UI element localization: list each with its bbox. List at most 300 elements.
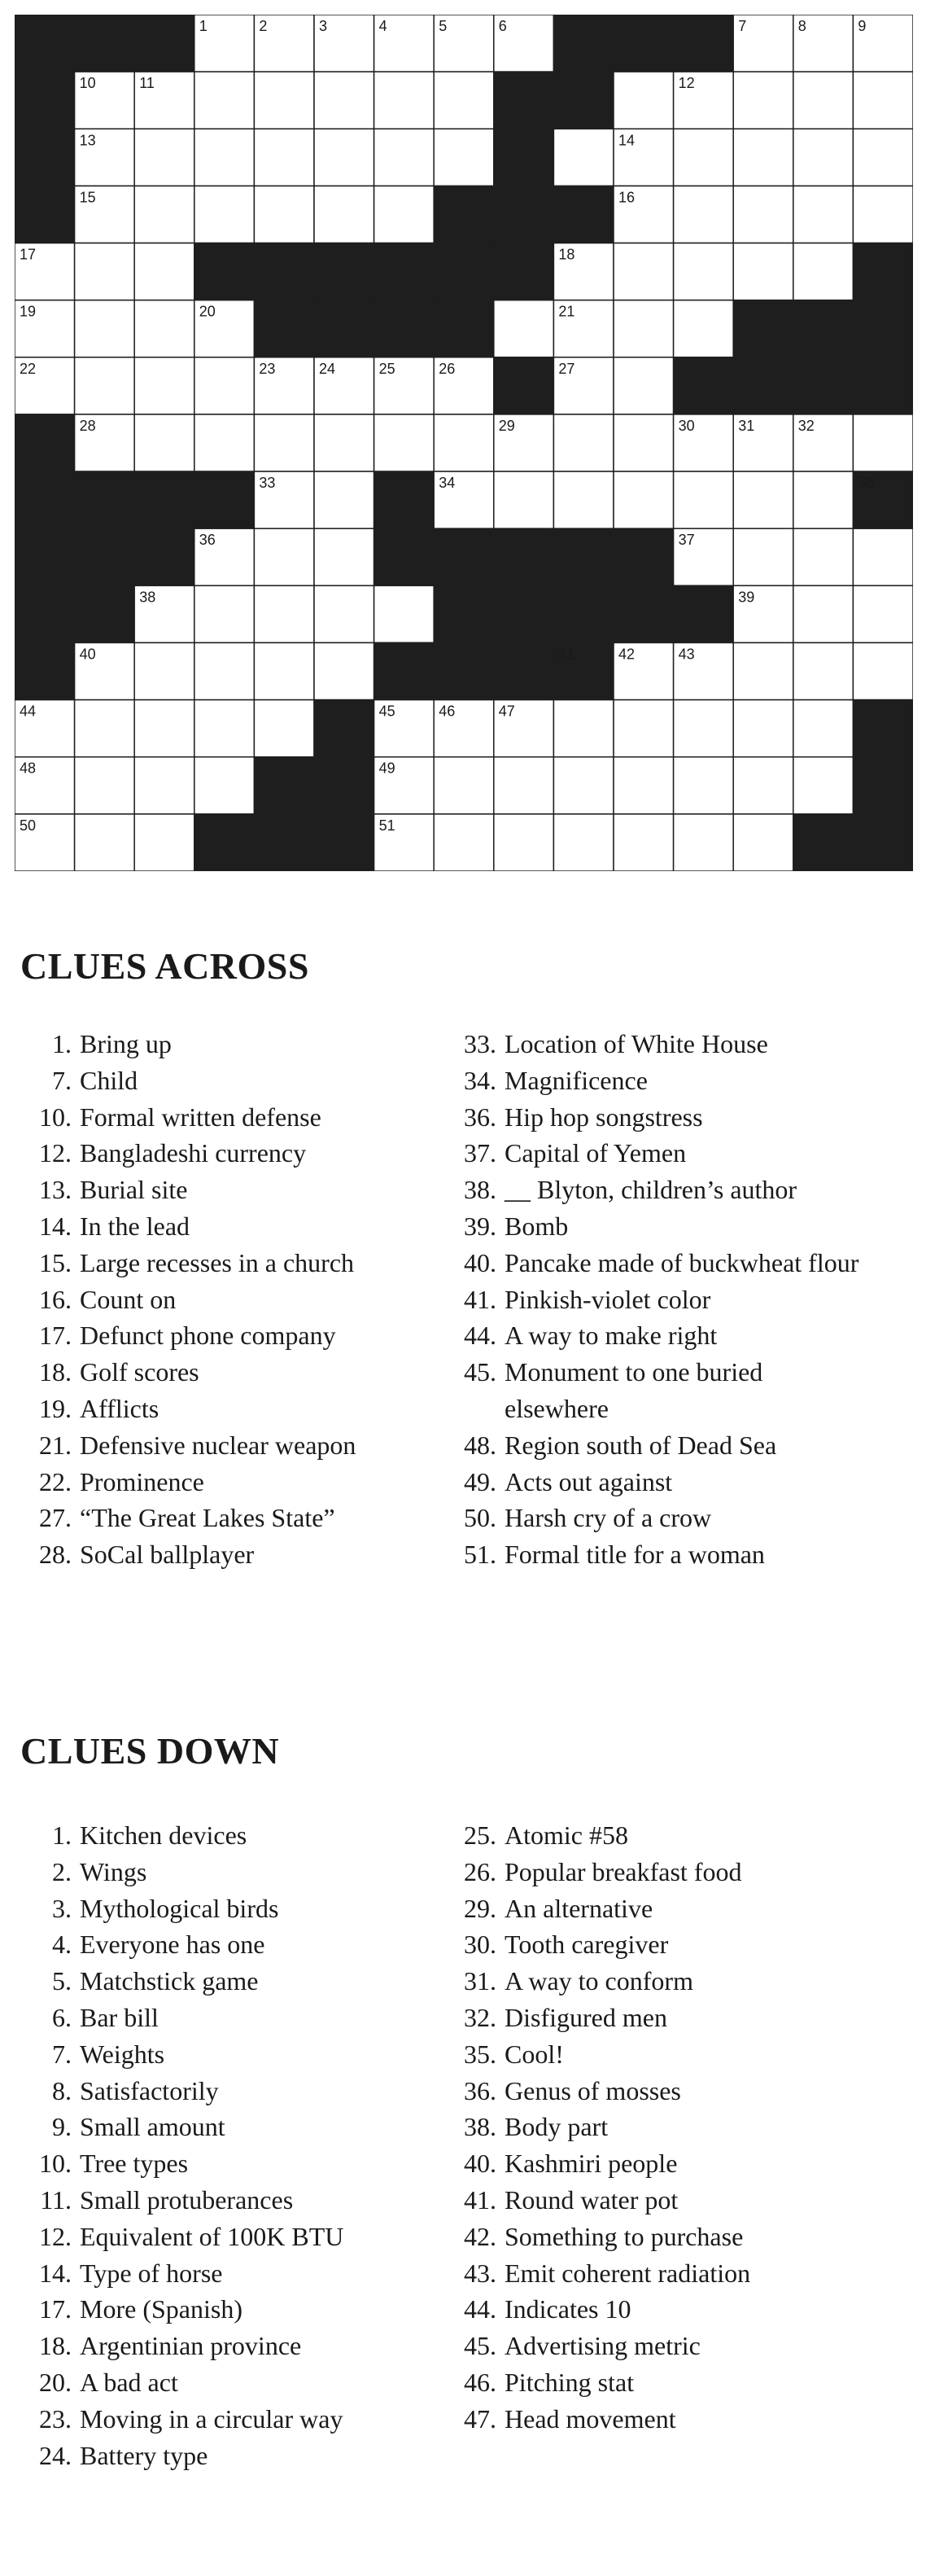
block-cell: [793, 814, 854, 871]
answer-cell[interactable]: [434, 72, 494, 129]
answer-cell[interactable]: [314, 642, 374, 699]
clue-number: 18.: [39, 2331, 72, 2361]
answer-cell[interactable]: [793, 528, 854, 585]
block-cell: [674, 357, 734, 414]
block-cell: [793, 300, 854, 357]
clue-item: [33, 1536, 456, 1573]
answer-cell[interactable]: [194, 585, 255, 642]
block-cell: [194, 814, 255, 871]
answer-cell[interactable]: [194, 414, 255, 471]
down-clue-list-left: [33, 1817, 456, 2473]
clue-text: Wings: [80, 1856, 147, 1886]
answer-cell[interactable]: [553, 757, 614, 814]
cell-number: 17: [20, 246, 37, 263]
clue-item: [457, 1354, 946, 1427]
answer-cell[interactable]: [434, 414, 494, 471]
clue-number: 4.: [52, 1930, 72, 1960]
block-cell: [853, 700, 913, 757]
answer-cell[interactable]: [134, 243, 194, 300]
answer-cell[interactable]: [614, 814, 674, 871]
answer-cell[interactable]: [134, 129, 194, 186]
block-cell: [494, 129, 554, 186]
cell-number: 9: [858, 18, 867, 34]
block-cell: [674, 15, 734, 72]
answer-cell[interactable]: [853, 642, 913, 699]
clue-text: “The Great Lakes State”: [80, 1503, 335, 1533]
cell-number: 3: [319, 18, 328, 34]
answer-cell[interactable]: [674, 129, 734, 186]
clue-item: [457, 1099, 946, 1136]
clue-text: Prominence: [80, 1466, 204, 1496]
block-cell: [194, 471, 255, 528]
answer-cell[interactable]: [853, 528, 913, 585]
clue-item: [457, 1427, 946, 1464]
clue-item: [457, 1026, 946, 1062]
clue-text: Satisfactorily: [80, 2075, 219, 2105]
block-cell: [374, 642, 435, 699]
answer-cell[interactable]: [254, 528, 314, 585]
clue-number: 29.: [464, 1893, 496, 1923]
block-cell: [75, 585, 135, 642]
clue-number: 45.: [464, 2331, 496, 2361]
clue-text: Hip hop songstress: [505, 1102, 703, 1132]
block-cell: [853, 243, 913, 300]
answer-cell[interactable]: [614, 757, 674, 814]
clue-text: Body part: [505, 2112, 609, 2142]
cell-number: 30: [678, 417, 695, 434]
clue-text: Small amount: [80, 2112, 225, 2142]
answer-cell[interactable]: [733, 642, 793, 699]
block-cell: [314, 243, 374, 300]
clue-item: [457, 2036, 946, 2073]
answer-cell[interactable]: [134, 300, 194, 357]
clue-item: [33, 1817, 456, 1854]
answer-cell[interactable]: [194, 757, 255, 814]
cell-number: 10: [79, 75, 96, 92]
answer-cell[interactable]: [674, 300, 734, 357]
block-cell: [674, 585, 734, 642]
answer-cell[interactable]: [75, 300, 135, 357]
answer-cell[interactable]: [374, 72, 435, 129]
block-cell: [553, 15, 614, 72]
clue-text: Tooth caregiver: [505, 1930, 669, 1960]
answer-cell[interactable]: [614, 300, 674, 357]
block-cell: [853, 300, 913, 357]
answer-cell[interactable]: [553, 471, 614, 528]
cell-number: 35: [858, 475, 875, 492]
answer-cell[interactable]: [374, 414, 435, 471]
answer-cell[interactable]: [793, 129, 854, 186]
clue-item: [33, 2036, 456, 2073]
answer-cell[interactable]: [374, 129, 435, 186]
clue-item: [457, 1317, 946, 1354]
answer-cell[interactable]: [254, 642, 314, 699]
answer-cell[interactable]: [793, 757, 854, 814]
cell-number: 49: [378, 760, 395, 777]
clue-text: Kashmiri people: [505, 2149, 678, 2179]
answer-cell[interactable]: [314, 471, 374, 528]
block-cell: [254, 243, 314, 300]
cell-number: 37: [678, 532, 695, 549]
answer-cell[interactable]: [733, 72, 793, 129]
clue-text: Genus of mosses: [505, 2075, 681, 2105]
clue-text: SoCal ballplayer: [80, 1540, 255, 1570]
cell-number: 14: [618, 132, 636, 149]
block-cell: [254, 814, 314, 871]
answer-cell[interactable]: [614, 471, 674, 528]
clue-item: [457, 1208, 946, 1245]
clue-text: Pitching stat: [505, 2367, 635, 2397]
clue-text: Matchstick game: [80, 1966, 259, 1996]
clue-number: 40.: [464, 1247, 496, 1277]
clue-item: [457, 1817, 946, 1854]
clue-number: 2.: [52, 1856, 72, 1886]
answer-cell[interactable]: [853, 414, 913, 471]
clue-number: 39.: [464, 1211, 496, 1241]
answer-cell[interactable]: [314, 585, 374, 642]
answer-cell[interactable]: [674, 186, 734, 243]
answer-cell[interactable]: [733, 814, 793, 871]
answer-cell[interactable]: [674, 814, 734, 871]
block-cell: [853, 357, 913, 414]
cell-number: 28: [79, 417, 96, 434]
block-cell: [434, 186, 494, 243]
clue-item: [457, 1963, 946, 2000]
crossword-grid: [15, 15, 913, 871]
clue-text: Bomb: [505, 1211, 569, 1241]
clue-item: [33, 2255, 456, 2292]
clue-text: Defunct phone company: [80, 1321, 336, 1351]
clue-text: Formal written defense: [80, 1102, 321, 1132]
clue-item: [33, 1354, 456, 1391]
answer-cell[interactable]: [494, 471, 554, 528]
block-cell: [15, 414, 75, 471]
block-cell: [134, 471, 194, 528]
answer-cell[interactable]: [75, 700, 135, 757]
answer-cell[interactable]: [494, 300, 554, 357]
clue-item: [457, 2000, 946, 2036]
cell-number: 36: [199, 532, 216, 549]
clue-text: Child: [80, 1065, 138, 1095]
answer-cell[interactable]: [75, 757, 135, 814]
answer-cell[interactable]: [733, 757, 793, 814]
answer-cell[interactable]: [674, 700, 734, 757]
clue-item: [457, 2073, 946, 2109]
block-cell: [194, 243, 255, 300]
clue-number: 30.: [464, 1930, 496, 1960]
block-cell: [15, 528, 75, 585]
block-cell: [374, 300, 435, 357]
cell-number: 47: [498, 703, 515, 720]
answer-cell[interactable]: [553, 814, 614, 871]
answer-cell[interactable]: [553, 414, 614, 471]
block-cell: [314, 700, 374, 757]
clue-item: [457, 2219, 946, 2255]
answer-cell[interactable]: [374, 186, 435, 243]
answer-cell[interactable]: [134, 357, 194, 414]
clue-item: [33, 1926, 456, 1963]
cell-number: 4: [378, 18, 387, 34]
answer-cell[interactable]: [75, 814, 135, 871]
answer-cell[interactable]: [254, 585, 314, 642]
cell-number: 38: [139, 589, 156, 606]
clue-number: 50.: [464, 1503, 496, 1533]
clue-text: Bar bill: [80, 2002, 159, 2032]
cell-number: 21: [558, 303, 575, 320]
clue-item: [33, 2438, 456, 2474]
answer-cell[interactable]: [194, 357, 255, 414]
clue-text: Capital of Yemen: [505, 1138, 687, 1168]
cell-number: 27: [558, 360, 575, 377]
answer-cell[interactable]: [254, 186, 314, 243]
clue-item: [33, 2109, 456, 2145]
cell-number: 42: [618, 646, 636, 663]
cell-number: 34: [439, 475, 456, 492]
answer-cell[interactable]: [793, 700, 854, 757]
block-cell: [314, 814, 374, 871]
answer-cell[interactable]: [134, 757, 194, 814]
across-clue-list-right: [457, 1026, 946, 1573]
clue-item: [457, 1890, 946, 1927]
clue-text: Region south of Dead Sea: [505, 1430, 777, 1460]
answer-cell[interactable]: [194, 642, 255, 699]
clue-text: A way to conform: [505, 1966, 693, 1996]
answer-cell[interactable]: [733, 471, 793, 528]
clue-number: 43.: [464, 2258, 496, 2288]
clue-number: 47.: [464, 2403, 496, 2434]
answer-cell[interactable]: [793, 471, 854, 528]
block-cell: [614, 528, 674, 585]
clue-item: [33, 2219, 456, 2255]
cell-number: 1: [199, 18, 208, 34]
clue-text: Golf scores: [80, 1357, 199, 1387]
cell-number: 2: [259, 18, 268, 34]
clue-number: 36.: [464, 2075, 496, 2105]
clue-number: 31.: [464, 1966, 496, 1996]
block-cell: [15, 585, 75, 642]
clue-number: 35.: [464, 2039, 496, 2069]
block-cell: [494, 186, 554, 243]
block-cell: [494, 642, 554, 699]
answer-cell[interactable]: [194, 72, 255, 129]
clue-item: [33, 2401, 456, 2438]
block-cell: [15, 129, 75, 186]
cell-number: 45: [378, 703, 395, 720]
clue-number: 51.: [464, 1540, 496, 1570]
clue-text: Equivalent of 100K BTU: [80, 2221, 344, 2251]
clue-text: Bangladeshi currency: [80, 1138, 307, 1168]
cell-number: 20: [199, 303, 216, 320]
answer-cell[interactable]: [194, 700, 255, 757]
block-cell: [134, 15, 194, 72]
answer-cell[interactable]: [733, 186, 793, 243]
clue-text: Harsh cry of a crow: [505, 1503, 712, 1533]
clue-text: Pancake made of buckwheat flour: [505, 1247, 859, 1277]
cell-number: 5: [439, 18, 448, 34]
cell-number: 8: [797, 18, 806, 34]
block-cell: [15, 15, 75, 72]
clue-item: [33, 1963, 456, 2000]
answer-cell[interactable]: [134, 414, 194, 471]
answer-cell[interactable]: [553, 700, 614, 757]
block-cell: [853, 814, 913, 871]
clue-text: Location of White House: [505, 1029, 768, 1058]
answer-cell[interactable]: [733, 528, 793, 585]
answer-cell[interactable]: [793, 243, 854, 300]
answer-cell[interactable]: [614, 700, 674, 757]
answer-cell[interactable]: [314, 414, 374, 471]
answer-cell[interactable]: [434, 757, 494, 814]
answer-cell[interactable]: [194, 129, 255, 186]
clue-item: [33, 1464, 456, 1500]
clue-item: [457, 2145, 946, 2182]
block-cell: [434, 585, 494, 642]
answer-cell[interactable]: [733, 700, 793, 757]
clue-number: 19.: [39, 1393, 72, 1423]
clue-number: 5.: [52, 1966, 72, 1996]
across-clue-list-left: [33, 1026, 456, 1573]
clue-item: [457, 1500, 946, 1536]
answer-cell[interactable]: [793, 585, 854, 642]
answer-cell[interactable]: [134, 642, 194, 699]
clue-item: [33, 1172, 456, 1208]
cell-number: 41: [558, 646, 575, 663]
clue-item: [457, 1854, 946, 1890]
answer-cell[interactable]: [434, 129, 494, 186]
clue-number: 6.: [52, 2002, 72, 2032]
clue-text: Something to purchase: [505, 2221, 744, 2251]
block-cell: [553, 186, 614, 243]
answer-cell[interactable]: [134, 814, 194, 871]
clue-number: 20.: [39, 2367, 72, 2397]
answer-cell[interactable]: [674, 243, 734, 300]
answer-cell[interactable]: [75, 357, 135, 414]
clue-number: 21.: [39, 1430, 72, 1460]
answer-cell[interactable]: [254, 72, 314, 129]
answer-cell[interactable]: [733, 243, 793, 300]
clue-number: 44.: [464, 2294, 496, 2324]
answer-cell[interactable]: [134, 700, 194, 757]
clue-text: A bad act: [80, 2367, 178, 2397]
clue-item: [33, 1890, 456, 1927]
answer-cell[interactable]: [254, 129, 314, 186]
answer-cell[interactable]: [134, 186, 194, 243]
block-cell: [553, 528, 614, 585]
clue-text: Head movement: [505, 2403, 676, 2434]
answer-cell[interactable]: [853, 585, 913, 642]
block-cell: [75, 15, 135, 72]
clue-text: Tree types: [80, 2149, 189, 2179]
block-cell: [75, 471, 135, 528]
answer-cell[interactable]: [614, 357, 674, 414]
answer-cell[interactable]: [614, 72, 674, 129]
cell-number: 40: [79, 646, 96, 663]
block-cell: [494, 585, 554, 642]
answer-cell[interactable]: [793, 72, 854, 129]
block-cell: [733, 357, 793, 414]
answer-cell[interactable]: [494, 814, 554, 871]
clue-text: Small protuberances: [80, 2184, 294, 2215]
answer-cell[interactable]: [614, 414, 674, 471]
clue-number: 49.: [464, 1466, 496, 1496]
clue-text: Large recesses in a church: [80, 1247, 355, 1277]
cell-number: 12: [678, 75, 695, 92]
clue-item: [33, 1135, 456, 1172]
block-cell: [553, 72, 614, 129]
answer-cell[interactable]: [674, 471, 734, 528]
answer-cell[interactable]: [194, 186, 255, 243]
answer-cell[interactable]: [853, 129, 913, 186]
clues-down-heading: CLUES DOWN: [20, 1730, 280, 1772]
clue-number: 26.: [464, 1856, 496, 1886]
clue-item: [457, 1536, 946, 1573]
answer-cell[interactable]: [494, 757, 554, 814]
clue-text: Weights: [80, 2039, 165, 2069]
clue-number: 7.: [52, 1065, 72, 1095]
clue-text: Everyone has one: [80, 1930, 265, 1960]
answer-cell[interactable]: [75, 243, 135, 300]
clue-item: [457, 1245, 946, 1281]
answer-cell[interactable]: [314, 528, 374, 585]
block-cell: [853, 757, 913, 814]
answer-cell[interactable]: [314, 129, 374, 186]
clue-number: 22.: [39, 1466, 72, 1496]
cell-number: 48: [20, 760, 37, 777]
answer-cell[interactable]: [674, 757, 734, 814]
cell-number: 43: [678, 646, 695, 663]
block-cell: [314, 757, 374, 814]
clue-item: [457, 1464, 946, 1500]
cell-number: 7: [738, 18, 747, 34]
answer-cell[interactable]: [254, 700, 314, 757]
answer-cell[interactable]: [553, 129, 614, 186]
clue-item: [33, 1391, 456, 1427]
answer-cell[interactable]: [793, 186, 854, 243]
clue-number: 15.: [39, 1247, 72, 1277]
clue-item: [33, 1427, 456, 1464]
answer-cell[interactable]: [314, 186, 374, 243]
cell-number: 33: [259, 475, 276, 492]
answer-cell[interactable]: [434, 814, 494, 871]
clue-number: 12.: [39, 1138, 72, 1168]
clue-item: [457, 1135, 946, 1172]
answer-cell[interactable]: [793, 642, 854, 699]
clue-text: Bring up: [80, 1029, 172, 1058]
answer-cell[interactable]: [853, 72, 913, 129]
clue-item: [457, 1172, 946, 1208]
clue-item: [33, 1062, 456, 1099]
clue-number: 1.: [52, 1820, 72, 1850]
clue-number: 25.: [464, 1820, 496, 1850]
clue-number: 40.: [464, 2149, 496, 2179]
answer-cell[interactable]: [374, 585, 435, 642]
block-cell: [434, 528, 494, 585]
answer-cell[interactable]: [314, 72, 374, 129]
clue-text: In the lead: [80, 1211, 190, 1241]
clue-item: [33, 1026, 456, 1062]
answer-cell[interactable]: [614, 243, 674, 300]
answer-cell[interactable]: [254, 414, 314, 471]
answer-cell[interactable]: [733, 129, 793, 186]
cell-number: 32: [797, 417, 815, 434]
block-cell: [254, 300, 314, 357]
cell-number: 6: [498, 18, 507, 34]
answer-cell[interactable]: [853, 186, 913, 243]
cell-number: 44: [20, 703, 37, 720]
cell-number: 24: [319, 360, 336, 377]
clue-number: 32.: [464, 2002, 496, 2032]
block-cell: [15, 72, 75, 129]
